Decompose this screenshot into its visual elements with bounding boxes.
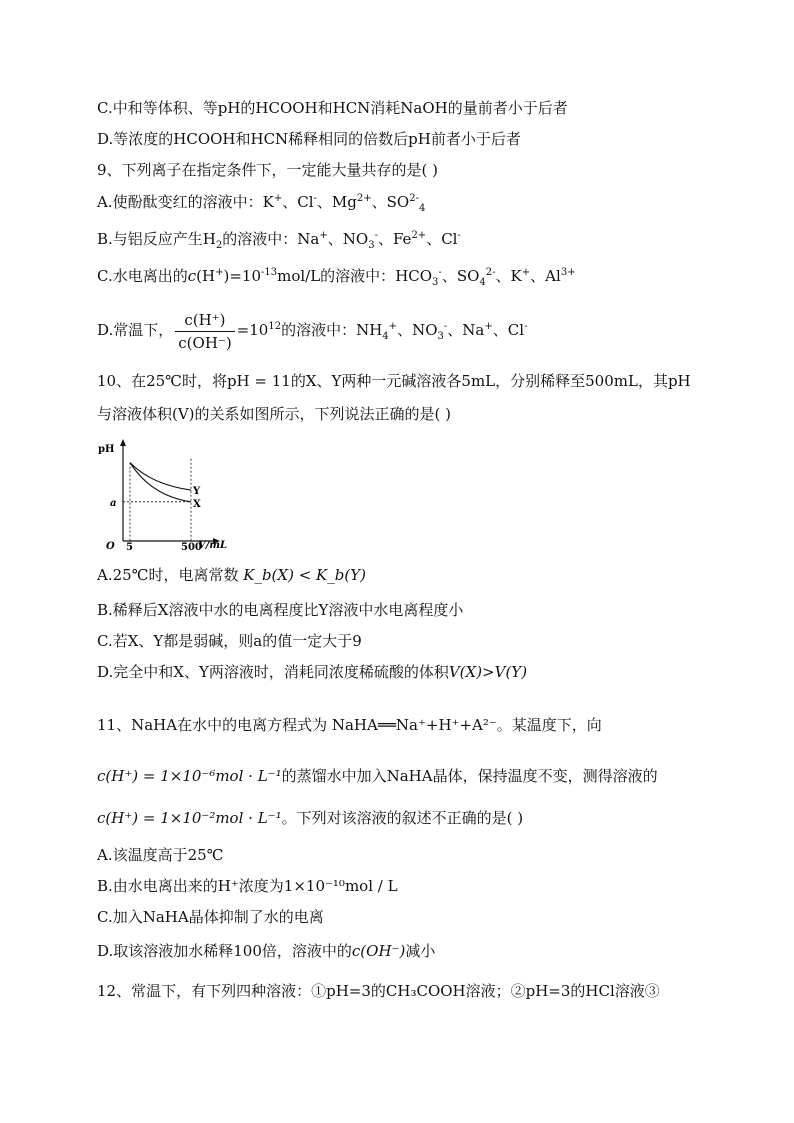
q10-option-a: A.25℃时，电离常数 K_b(X) < K_b(Y) [97, 566, 366, 584]
q8-option-c: C.中和等体积、等pH的HCOOH和HCN消耗NaOH的量前者小于后者 [97, 99, 568, 117]
ph-volume-graph [90, 436, 228, 556]
curve-y [130, 463, 191, 490]
x-tick-500: 500 [181, 542, 202, 553]
q9-option-d: D.常温下， $\frac{c(H^+)}{c(OH^-)}$ $=10^{12}$的溶液中：$NH_4^+$、$NO_3^-$、Na+、Cl- [97, 310, 528, 352]
q9-option-b: B.与铝反应产生$H_2$的溶液中：Na+、$NO_3^-$、$Fe^{2+}$、Cl- [97, 230, 461, 251]
curve-label-x: X [193, 498, 201, 510]
q10-stem-line1: 10、在25℃时，将pH = 11的X、Y两种一元碱溶液各5mL，分别稀释至500mL，其pH [97, 372, 691, 390]
q10-stem-line2: 与溶液体积(V)的关系如图所示，下列说法正确的是( ) [97, 405, 452, 423]
hydrogen-ratio-fraction: $\frac{c(H^+)}{c(OH^-)}$ [175, 310, 234, 353]
y-axis-arrow [120, 439, 126, 446]
q9-option-a: A.使酚酞变红的溶液中：K+、Cl-、$Mg^{2+}$、$SO^{2-}_4$ [97, 193, 426, 214]
q10-option-c: C.若X、Y都是弱碱，则a的值一定大于9 [97, 632, 362, 650]
q8-option-d: D.等浓度的HCOOH和HCN稀释相同的倍数后pH前者小于后者 [97, 130, 521, 148]
curve-label-y: Y [193, 486, 201, 498]
q11-option-a: A.该温度高于25℃ [97, 846, 224, 864]
x-axis-label: V/mL [198, 540, 228, 551]
origin-label: O [106, 541, 115, 552]
q10-option-d: D.完全中和X、Y两溶液时，消耗同浓度稀硫酸的体积V(X)>V(Y) [97, 663, 528, 681]
q12-stem: 12、常温下，有下列四种溶液：①pH=3的CH₃COOH溶液；②pH=3的HCl溶液③ [97, 982, 660, 1000]
q11-option-d: D.取该溶液加水稀释100倍，溶液中的c(OH⁻)减小 [97, 942, 436, 960]
x-tick-5: 5 [126, 542, 133, 553]
q11-stem-line1: 11、NaHA在水中的电离方程式为 NaHA══Na⁺+H⁺+A²⁻。某温度下，向 [97, 716, 602, 734]
q9-option-c: C.水电离出的$c(H^+)=10^{-13}mol/L$的溶液中：$HCO_3^-$、$SO_4^{2-}$、K+、$Al^{3+}$ [97, 267, 576, 288]
q11-option-c: C.加入NaHA晶体抑制了水的电离 [97, 908, 324, 926]
q11-stem-line2: c(H⁺) = 1×10⁻⁶mol · L⁻¹的蒸馏水中加入NaHA晶体，保持温度不变，测得溶液的 [97, 767, 658, 785]
y-axis-label: pH [98, 444, 115, 455]
q11-stem-line3: c(H⁺) = 1×10⁻²mol · L⁻¹。下列对该溶液的叙述不正确的是( ) [97, 809, 524, 827]
q10-option-b: B.稀释后X溶液中水的电离程度比Y溶液中水电离程度小 [97, 601, 464, 619]
y-tick-a: a [110, 497, 117, 509]
q9-stem: 9、下列离子在指定条件下，一定能大量共存的是( ) [97, 161, 439, 179]
q11-option-b: B.由水电离出来的H⁺浓度为1×10⁻¹⁰mol / L [97, 877, 398, 895]
